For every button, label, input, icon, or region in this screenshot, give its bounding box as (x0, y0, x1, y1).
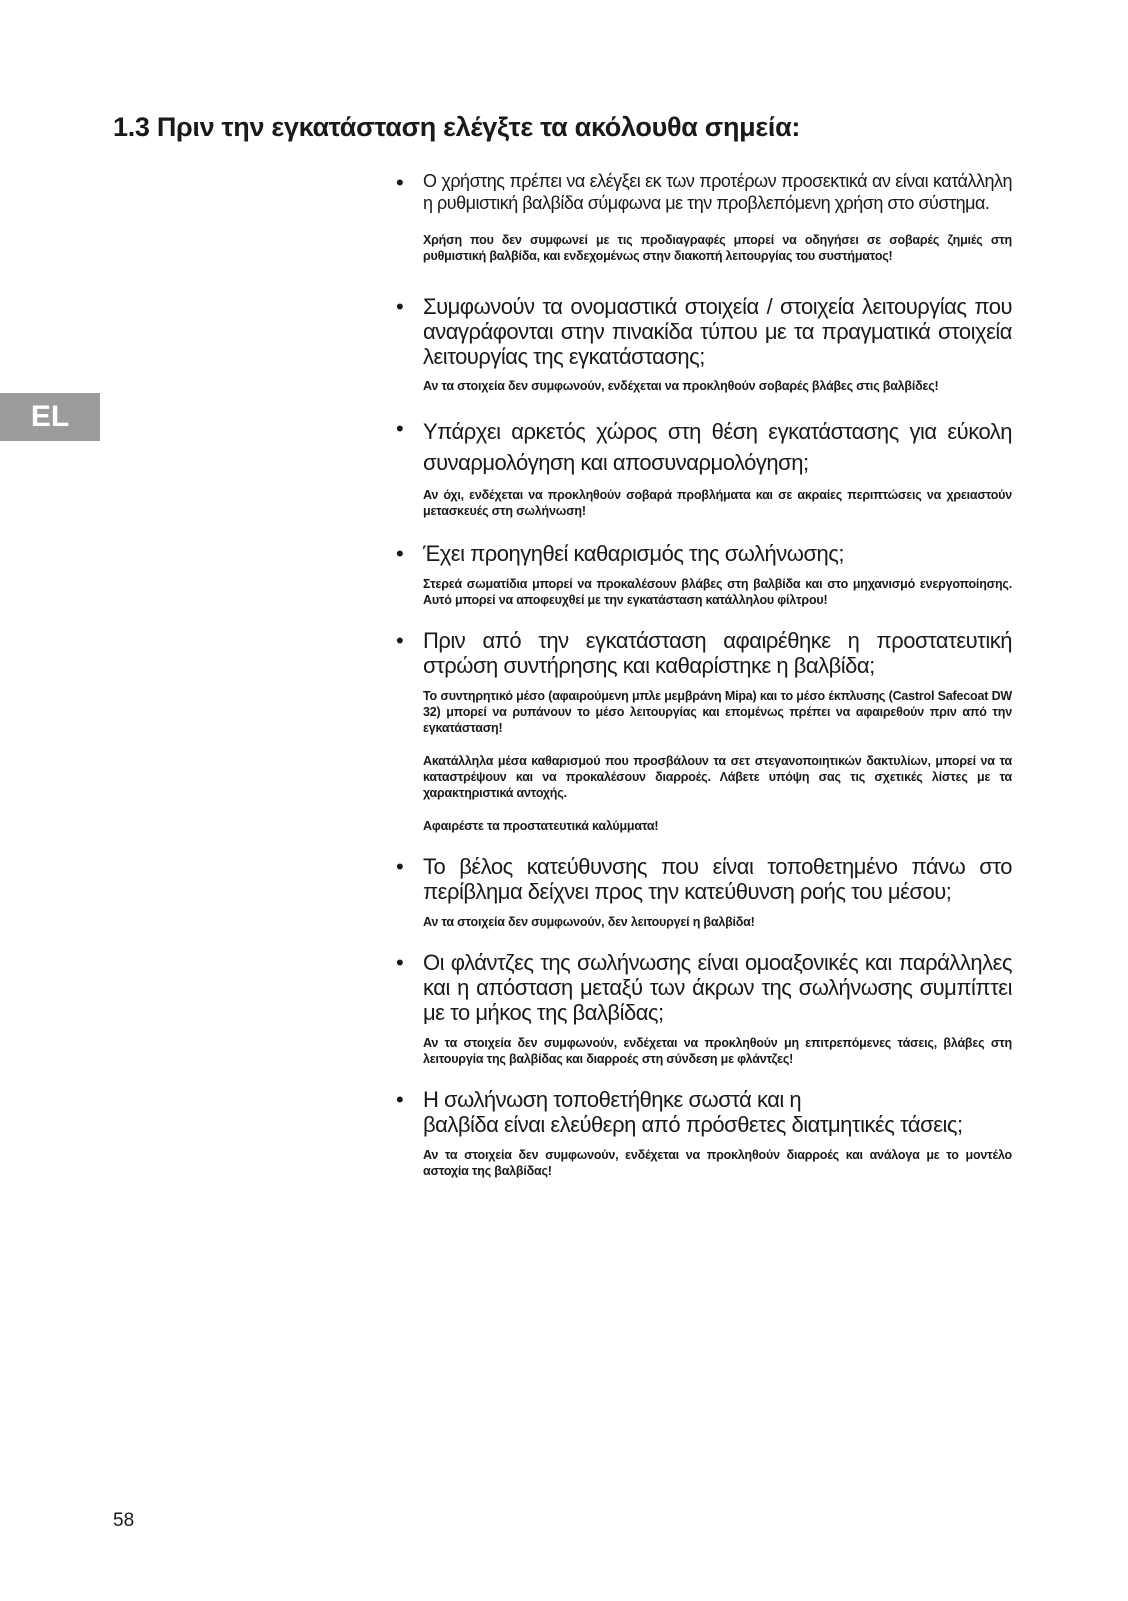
checklist-warning: Στερεά σωματίδια μπορεί να προκαλέσουν βλάβες στη βαλβίδα και στο μηχανισμό ενεργοποίησης. Αυτό μπορεί να αποφευχθεί με την εγκατάσταση κατάλληλου φίλτρου! (423, 577, 1012, 607)
checklist-item-line: βαλβίδα είναι ελεύθερη από πρόσθετες διατμητικές τάσεις; (423, 1112, 963, 1137)
page-number: 58 (113, 1510, 135, 1531)
section-heading: 1.3 Πριν την εγκατάσταση ελέγξτε τα ακόλουθα σημεία: (113, 112, 801, 142)
checklist-item-text: Το βέλος κατεύθυνσης που είναι τοποθετημένο πάνω στο περίβλημα δείχνει προς την κατεύθυνση ροής του μέσου; (423, 854, 1012, 904)
bullet-icon: • (396, 416, 404, 441)
bullet-icon: • (396, 950, 404, 975)
checklist-item (396, 416, 1012, 519)
bullet-icon: • (396, 294, 404, 319)
checklist-item (396, 1087, 1012, 1179)
checklist-item-text: Υπάρχει αρκετός χώρος στη θέση εγκατάστασης για εύκολη συναρμολόγηση και αποσυναρμολόγηση; (423, 419, 1012, 475)
checklist (396, 170, 1012, 1179)
checklist-warning: Αν τα στοιχεία δεν συμφωνούν, ενδέχεται να προκληθούν μη επιτρεπόμενες τάσεις, βλάβες στη λειτουργία της βαλβίδας και διαρροές στη σύνδεση με φλάντζες! (423, 1036, 1012, 1066)
checklist-warning: Χρήση που δεν συμφωνεί με τις προδιαγραφές μπορεί να οδηγήσει σε σοβαρές ζημιές στη ρυθμιστική βαλβίδα, και ενδεχομένως στην διακοπή λειτουργίας του συστήματος! (423, 233, 1012, 263)
checklist-item-text: Οι φλάντζες της σωλήνωσης είναι ομοαξονικές και παράλληλες και η απόσταση μεταξύ των άκρων της σωλήνωσης συμπίπτει με το μήκος της βαλβίδας; (423, 950, 1012, 1025)
checklist-warning: Αν τα στοιχεία δεν συμφωνούν, δεν λειτουργεί η βαλβίδα! (423, 915, 755, 929)
bullet-icon: • (396, 1087, 404, 1112)
checklist-item-text (423, 1087, 1012, 1137)
checklist-item-text: Πριν από την εγκατάσταση αφαιρέθηκε η προστατευτική στρώση συντήρησης και καθαρίστηκε η βαλβίδα; (423, 628, 1012, 678)
checklist-warning: Αν όχι, ενδέχεται να προκληθούν σοβαρά προβλήματα και σε ακραίες περιπτώσεις να χρειαστούν μετασκευές στη σωλήνωση! (423, 488, 1012, 518)
checklist-item (396, 628, 1012, 834)
checklist-item-text: Ο χρήστης πρέπει να ελέγξει εκ των προτέρων προσεκτικά αν είναι κατάλληλη η ρυθμιστική βαλβίδα σύμφωνα με την προβλεπόμενη χρήση στο σύστημα. (423, 171, 1012, 213)
checklist-warning: Αν τα στοιχεία δεν συμφωνούν, ενδέχεται να προκληθούν διαρροές και ανάλογα με το μοντέλο αστοχία της βαλβίδας! (423, 1148, 1012, 1178)
checklist-item-text: Έχει προηγηθεί καθαρισμός της σωλήνωσης; (423, 541, 844, 566)
bullet-icon: • (396, 628, 404, 653)
checklist-item-line: Η σωλήνωση τοποθετήθηκε σωστά και η (423, 1087, 802, 1112)
checklist-warning: Αν τα στοιχεία δεν συμφωνούν, ενδέχεται να προκληθούν σοβαρές βλάβες στις βαλβίδες! (423, 379, 939, 393)
language-tab: EL (0, 393, 100, 441)
checklist-item (396, 170, 1012, 264)
checklist-item (396, 541, 1012, 608)
bullet-icon: • (396, 541, 404, 566)
bullet-icon: • (396, 170, 404, 195)
checklist-item (396, 950, 1012, 1067)
bullet-icon: • (396, 854, 404, 879)
checklist-warning: Ακατάλληλα μέσα καθαρισμού που προσβάλουν τα σετ στεγανοποιητικών δακτυλίων, μπορεί να τα καταστρέψουν και να προκαλέσουν διαρροές. Λάβετε υπόψη σας τις σχετικές λίστες με τα χαρακτηριστικά αντοχής. (423, 754, 1012, 800)
checklist-item-text: Συμφωνούν τα ονομαστικά στοιχεία / στοιχεία λειτουργίας που αναγράφονται στην πινακίδα τύπου με τα πραγματικά στοιχεία λειτουργίας της εγκατάστασης; (423, 294, 1012, 369)
checklist-item (396, 294, 1012, 394)
checklist-warning: Το συντηρητικό μέσο (αφαιρούμενη μπλε μεμβράνη Mipa) και το μέσο έκπλυσης (Castrol Safecoat DW 32) μπορεί να ρυπάνουν το μέσο λειτουργίας και επομένως πρέπει να αφαιρεθούν πριν από την εγκατάσταση! (423, 689, 1012, 735)
checklist-warning: Αφαιρέστε τα προστατευτικά καλύμματα! (423, 819, 659, 833)
checklist-item (396, 854, 1012, 930)
